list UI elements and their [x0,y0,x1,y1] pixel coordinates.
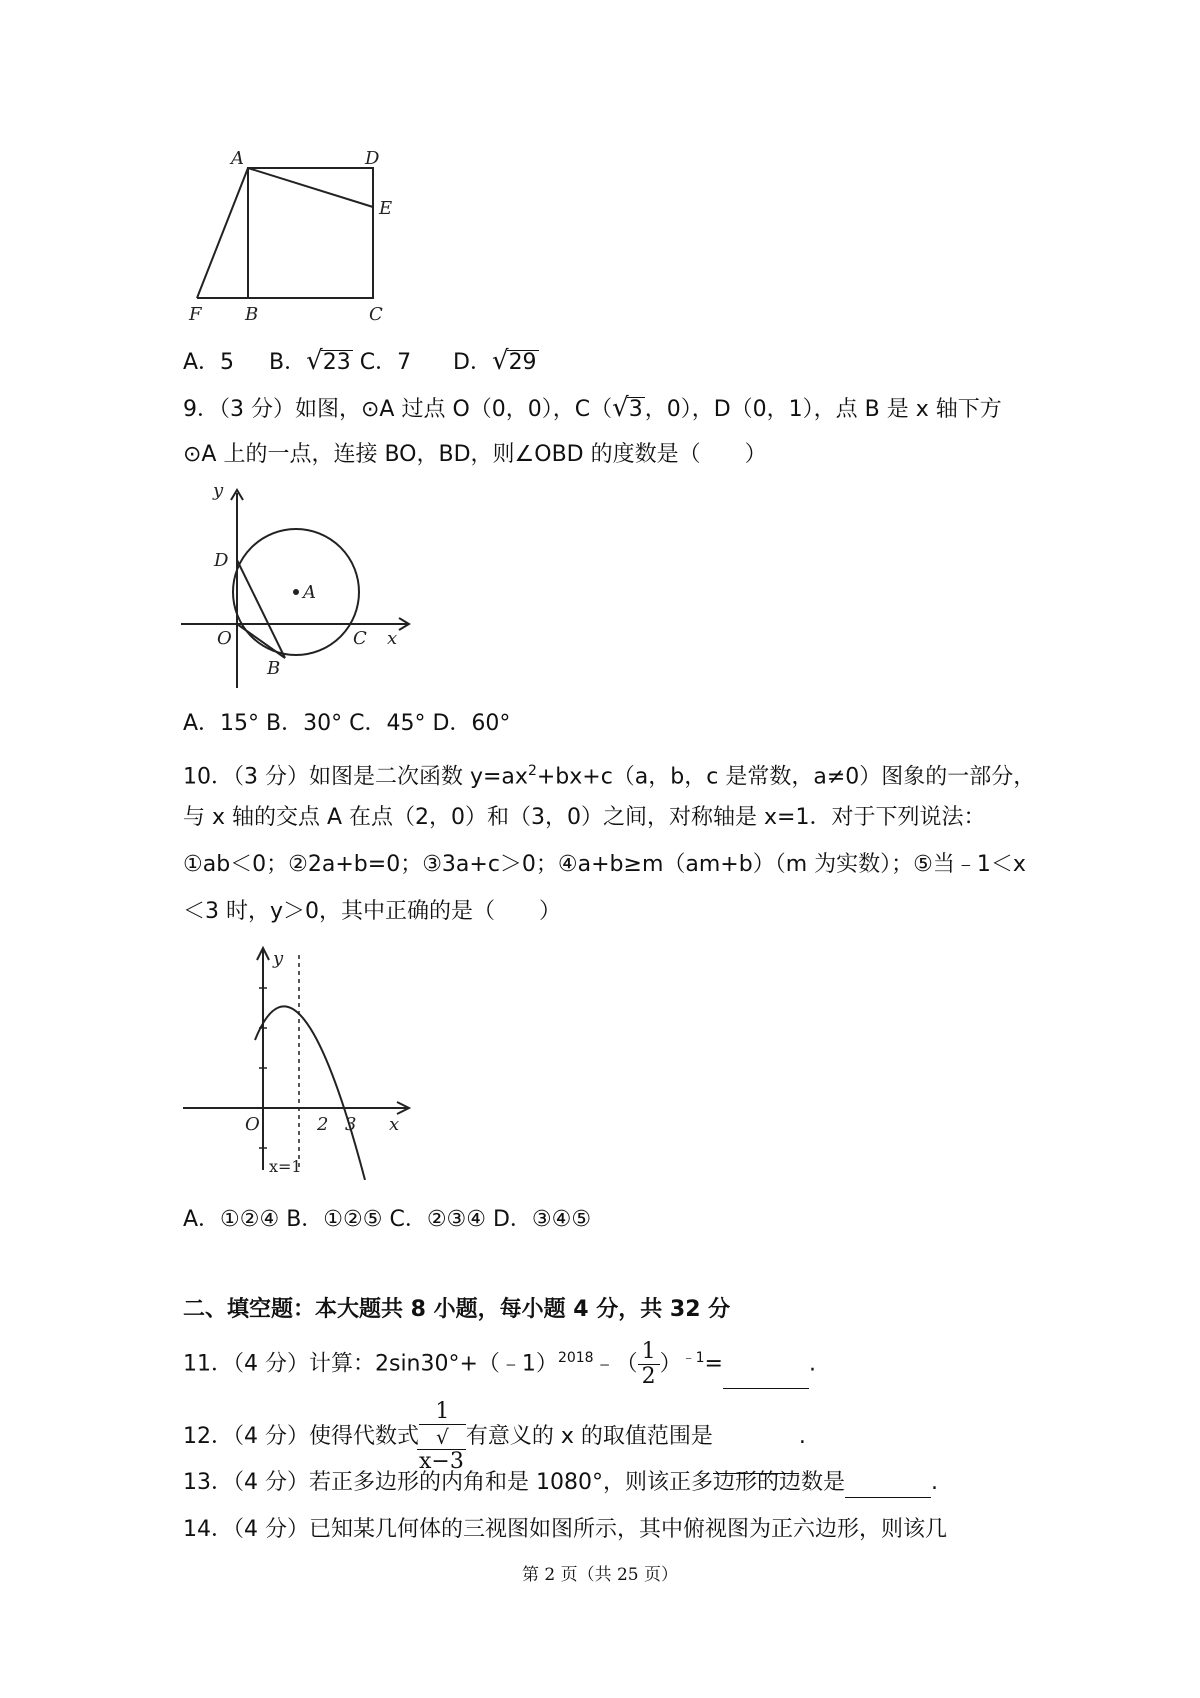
label-e: E [379,198,393,219]
q13-answer-blank[interactable] [845,1475,931,1498]
q10-options: A．①②④ B．①②⑤ C．②③④ D．③④⑤ [183,1207,592,1232]
label-c: C [369,304,383,325]
label-x: x [389,1114,400,1135]
label-y: y [213,480,224,501]
figure-circle-a [175,478,415,693]
q13 [183,1468,938,1498]
label-o: O [245,1114,260,1135]
q11-fraction [638,1340,660,1389]
figure-square-abcd [175,150,415,330]
q11-text-b: ﹣（ [593,1351,638,1377]
label-d: D [214,550,229,571]
q10-text-b: +bx+c（a，b，c 是常数，a≠0）图象的一部分， [536,764,1036,790]
q11-text-a: 11．（4 分）计算：2sin30°+（﹣1） [183,1351,558,1377]
q10-line1 [183,756,1035,792]
q8-options: A．5 B．√23 C．7 D．√29 [183,346,537,376]
q10-line4: ＜3 时，y＞0，其中正确的是（ ） [183,899,562,924]
q9-line2: ⊙A 上的一点，连接 BO，BD，则∠OBD 的度数是（ ） [183,442,767,467]
q8-option-c: C．7 [359,350,412,375]
q12-num: 1 [419,1400,466,1425]
figure-parabola [175,940,415,1180]
label-a: A [231,150,244,169]
q11 [183,1339,816,1389]
q13-text-a: 13．（4 分）若正多边形的内角和是 1080°，则该正多边形的边数是 [183,1470,845,1495]
q8-option-d: D． [453,350,492,375]
q11-exp: 2018 [557,1350,594,1367]
label-x: x [387,628,398,649]
q9-text-a: 9．（3 分）如图，⊙A 过点 O（0，0），C（ [183,397,613,422]
q13-text-b: . [930,1470,938,1495]
q10-text-a: 10．（3 分）如图是二次函数 y=ax [183,764,528,790]
q10-sup: 2 [527,763,537,779]
q11-text-c: ） [659,1351,682,1377]
q9-line1: 9．（3 分）如图，⊙A 过点 O（0，0），C（√3，0），D（0，1），点 B 是 x 轴下方 [183,393,1002,423]
q11-den: 2 [641,1364,656,1389]
q12-text-c: . [798,1424,806,1449]
q11-text-e: . [808,1351,816,1377]
section-2-heading: 二、填空题：本大题共 8 小题，每小题 4 分，共 32 分 [183,1297,731,1322]
label-axis: x=1 [269,1157,302,1176]
q12-text-a: 12．（4 分）使得代数式 [183,1424,419,1449]
label-f: F [189,304,202,325]
q14: 14．（4 分）已知某几何体的三视图如图所示，其中俯视图为正六边形，则该几 [183,1517,947,1542]
q9-radicand: 3 [628,397,643,422]
q11-text-d: = [704,1351,723,1377]
q12-den-wrap: √ x−3 [419,1425,464,1474]
q8-option-d-radicand: 29 [508,350,537,375]
q9-text-b: ，0），D（0，1），点 B 是 x 轴下方 [644,397,1002,422]
label-d: D [365,150,380,169]
q11-num: 1 [638,1340,660,1365]
q8-option-b: B． [269,350,307,375]
label-b: B [245,304,259,325]
q11-answer-blank[interactable] [723,1366,809,1389]
q8-option-b-radicand: 23 [322,350,351,375]
label-y: y [273,948,284,969]
q8-option-a: A．5 [183,350,235,375]
label-o: O [217,628,232,649]
q9-options: A．15° B．30° C．45° D．60° [183,711,511,736]
label-c: C [353,628,367,649]
q11-exp2: ﹣1 [681,1350,705,1367]
q12 [183,1400,806,1474]
q10-line2: 与 x 轴的交点 A 在点（2，0）和（3，0）之间，对称轴是 x=1．对于下列说法： [183,805,986,830]
label-3: 3 [345,1114,357,1135]
q12-text-b: 有意义的 x 的取值范围是 [465,1424,713,1449]
q10-line3: ①ab＜0；②2a+b=0；③3a+c＞0；④a+b≥m（am+b）（m 为实数）；⑤当﹣1＜x [183,852,1026,877]
label-2: 2 [317,1114,329,1135]
label-b: B [267,658,281,679]
q12-fraction [419,1400,466,1474]
label-a: A [303,582,316,603]
q12-den: x−3 [419,1449,464,1474]
page-footer: 第 2 页（共 25 页） [521,1565,679,1585]
